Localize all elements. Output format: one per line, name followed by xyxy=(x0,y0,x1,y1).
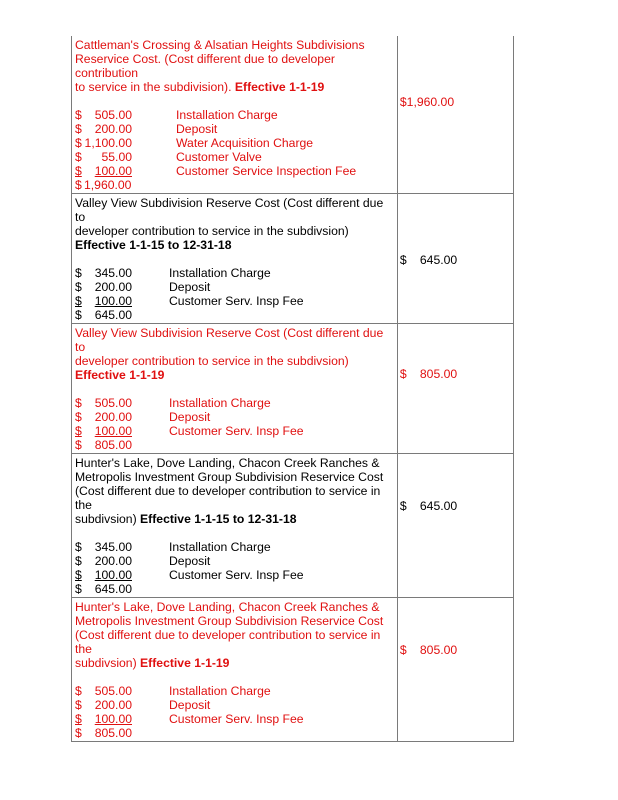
fee-block xyxy=(72,454,514,598)
charge-line: $ 200.00 Deposit xyxy=(75,122,218,136)
fee-block xyxy=(72,194,514,324)
total-amount: $ 805.00 xyxy=(399,643,458,657)
charge-line: $ 100.00 Customer Serv. Insp Fee xyxy=(75,568,304,582)
total-amount: $1,960.00 xyxy=(399,95,455,109)
fee-block-total xyxy=(397,324,513,454)
subtotal-line: $ 645.00 xyxy=(75,308,132,322)
fee-block-description xyxy=(72,454,398,598)
total-amount: $ 805.00 xyxy=(399,367,458,381)
fee-block-description xyxy=(72,598,398,742)
charge-line: $ 505.00 Installation Charge xyxy=(75,108,278,122)
block-heading: Valley View Subdivision Reserve Cost (Cost different due to developer contribution to service in the subdivsion) Effective 1-1-19 xyxy=(75,326,384,382)
block-heading: Valley View Subdivision Reserve Cost (Cost different due to developer contribution to service in the subdivsion) Effective 1-1-15 to 12-31-18 xyxy=(75,196,384,252)
block-heading: Hunter's Lake, Dove Landing, Chacon Creek Ranches & Metropolis Investment Group Subdivision Reservice Cost (Cost different due to developer contribution to service in the subdivsion) Effective 1-1-15 to 12-31-18 xyxy=(75,456,384,526)
fee-block-description xyxy=(72,194,398,324)
block-heading: Hunter's Lake, Dove Landing, Chacon Creek Ranches & Metropolis Investment Group Subdivision Reservice Cost (Cost different due to developer contribution to service in the subdivsion) Effective 1-1-19 xyxy=(75,600,384,670)
charge-line: $ 345.00 Installation Charge xyxy=(75,540,271,554)
charge-line: $ 100.00 Customer Serv. Insp Fee xyxy=(75,424,304,438)
fee-block xyxy=(72,324,514,454)
fee-block-total xyxy=(397,36,513,194)
effective-date: Effective 1-1-19 xyxy=(140,656,230,670)
charge-line: $ 505.00 Installation Charge xyxy=(75,684,271,698)
charge-line: $ 100.00 Customer Serv. Insp Fee xyxy=(75,294,304,308)
total-amount: $ 645.00 xyxy=(399,253,458,267)
effective-date: Effective 1-1-19 xyxy=(234,80,325,94)
charge-line: $ 200.00 Deposit xyxy=(75,410,211,424)
fee-schedule-table xyxy=(71,36,514,742)
subtotal-line: $ 1,960.00 xyxy=(75,178,132,192)
effective-date: Effective 1-1-15 to 12-31-18 xyxy=(75,238,232,252)
charge-line: $ 100.00 Customer Service Inspection Fee xyxy=(75,164,357,178)
charge-line: $ 345.00 Installation Charge xyxy=(75,266,271,280)
block-heading: Cattleman's Crossing & Alsatian Heights Subdivisions Reservice Cost. (Cost different due to developer contribution to service in the subdivision). Effective 1-1-19 xyxy=(75,38,365,94)
charge-line: $ 55.00 Customer Valve xyxy=(75,150,262,164)
fee-block-description xyxy=(72,36,398,194)
fee-block-total xyxy=(397,194,513,324)
fee-block-description xyxy=(72,324,398,454)
fee-block xyxy=(72,598,514,742)
charge-line: $ 505.00 Installation Charge xyxy=(75,396,271,410)
effective-date: Effective 1-1-19 xyxy=(75,368,165,382)
charge-line: $ 100.00 Customer Serv. Insp Fee xyxy=(75,712,304,726)
charge-line: $ 200.00 Deposit xyxy=(75,698,211,712)
subtotal-line: $ 805.00 xyxy=(75,438,132,452)
charge-line: $ 200.00 Deposit xyxy=(75,554,211,568)
fee-block-total xyxy=(397,454,513,598)
subtotal-line: $ 805.00 xyxy=(75,726,132,740)
charge-line: $ 200.00 Deposit xyxy=(75,280,211,294)
effective-date: Effective 1-1-15 to 12-31-18 xyxy=(140,512,297,526)
subtotal-line: $ 645.00 xyxy=(75,582,132,596)
charge-line: $ 1,100.00 Water Acquisition Charge xyxy=(75,136,314,150)
fee-block xyxy=(72,36,514,194)
total-amount: $ 645.00 xyxy=(399,499,458,513)
fee-block-total xyxy=(397,598,513,742)
